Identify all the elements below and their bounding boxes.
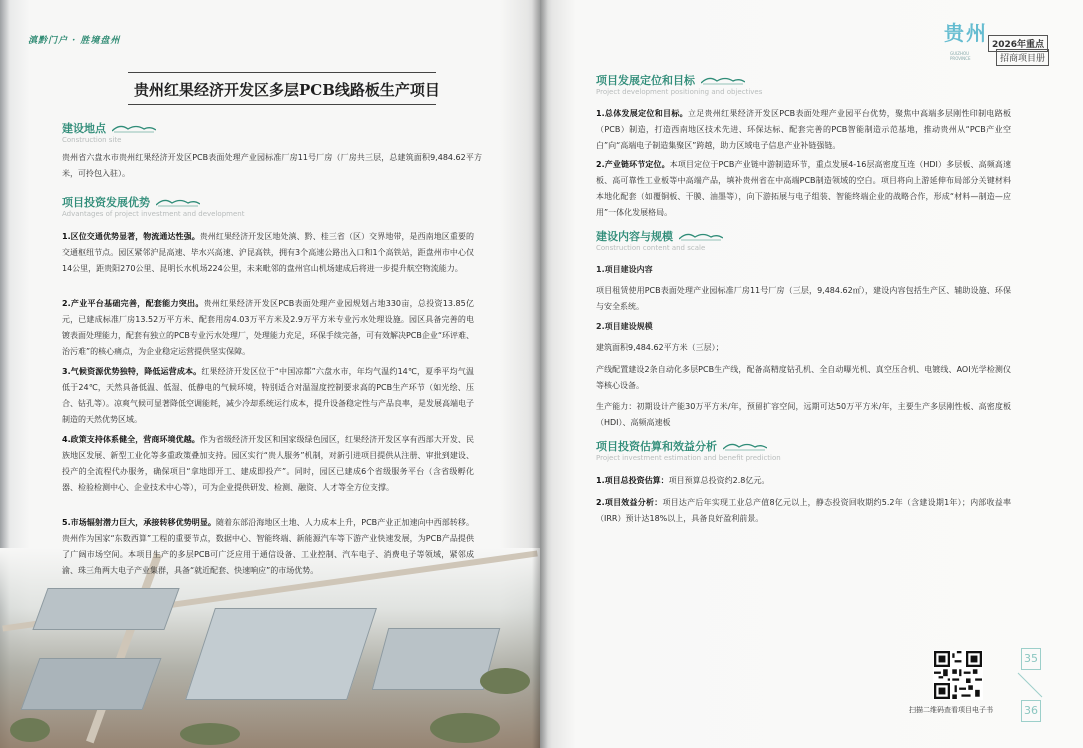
section-heading: 建设地点 (62, 122, 106, 135)
book-gutter (532, 0, 548, 748)
right-page (540, 0, 1083, 748)
construction-item-title: 1.项目建设内容 (596, 265, 653, 274)
construction-item-title: 2.项目建设规模 (596, 322, 653, 331)
advantage-item: 2.产业平台基础完善，配套能力突出。贵州红果经济开发区PCB表面处理产业园规划占地330亩，总投资13.85亿元，已建成标准厂房13.52万平方米、配套用房4.03万平方米及2.9万平方米专业污水处理设施。园区具备完善的电镀表面处理能力，配套有独立的PCB专业污水处理厂，处理能力充足，环保手续完备，可有效解决PCB企业“环评难、治污难”的核心痛点，为企业稳定运营提供坚实保障。 (62, 299, 474, 356)
logo-year: 2026年重点 (988, 35, 1048, 52)
section-heading: 项目投资发展优势 (62, 196, 150, 209)
construction-capacity-text: 生产能力：初期设计产能30万平方米/年，预留扩容空间，远期可达50万平方米/年，主要生产多层刚性板、高密度板（HDI）、高频高速板 (596, 402, 1011, 427)
mountain-wave-icon (156, 197, 200, 207)
positioning-item: 2.产业链环节定位。本项目定位于PCB产业链中游制造环节，重点发展4-16层高密度互连（HDI）多层板、高频高速板、高可靠性工业板等中高端产品，填补贵州省在中高端PCB制造领域的空白。项目将向上游延伸布局部分关键材料本地化配套（如覆铜板、干膜、油墨等），向下游拓展与电子组装、智能终端企业的战略合作，形成“材料—制造—应用”一体化发展格局。 (596, 160, 1011, 217)
mountain-wave-icon (112, 123, 156, 133)
location-text: 贵州省六盘水市贵州红果经济开发区PCB表面处理产业园标准厂房11号厂房（厂房共三层，总建筑面积9,484.62平方米，可拎包入驻）。 (62, 153, 482, 178)
page-number-right: 36 (1021, 700, 1041, 722)
left-page (0, 0, 540, 748)
page-divider-icon (1016, 672, 1044, 698)
construction-lines-text: 产线配置建设2条自动化多层PCB生产线，配备高精度钻孔机、全自动曝光机、真空压合机、电镀线、AOI光学检测仪等核心设备。 (596, 365, 1011, 390)
advantage-item: 4.政策支持体系健全，营商环境优越。作为省级经济开发区和国家级绿色园区，红果经济开发区享有西部大开发、民族地区发展、新型工业化等多重政策叠加支持。园区实行“贵人服务”机制，对新引进项目提供从注册、审批到建设、投产的全流程代办服务，确保项目“拿地即开工、建成即投产”。同时，园区已建成6个省级服务平台（含省级孵化器、检验检测中心、企业技术中心等），可为企业提供研发、检测、融资、人才等全方位支撑。 (62, 435, 474, 492)
section-subheading: Project development positioning and objectives (596, 88, 763, 96)
section-positioning (596, 72, 1036, 96)
section-subheading: Construction content and scale (596, 244, 706, 252)
section-construction (596, 228, 1036, 252)
section-heading: 项目发展定位和目标 (596, 74, 695, 87)
section-subheading: Construction site (62, 136, 122, 144)
page-title: 贵州红果经济开发区多层PCB线路板生产项目 (128, 72, 436, 105)
section-heading: 项目投资估算和效益分析 (596, 440, 717, 453)
section-subheading: Project investment estimation and benefit prediction (596, 454, 781, 462)
qr-code[interactable] (933, 650, 983, 700)
logo-mark: 贵州 (944, 21, 988, 45)
section-heading: 建设内容与规模 (596, 230, 673, 243)
section-investment (596, 438, 1036, 462)
mountain-wave-icon (701, 75, 745, 85)
logo-subtitle: 招商项目册 (996, 49, 1049, 66)
investment-item: 1.项目总投资估算：项目预算总投资约2.8亿元。 (596, 476, 770, 485)
mountain-wave-icon (679, 231, 723, 241)
construction-content-text: 项目租赁使用PCB表面处理产业园标准厂房11号厂房（三层，9,484.62㎡），建设内容包括生产区、辅助设施、环保与安全系统。 (596, 286, 1011, 311)
page-number-left: 35 (1021, 648, 1041, 670)
advantage-item: 1.区位交通优势显著，物流通达性强。贵州红果经济开发区地处滇、黔、桂三省（区）交界地带，是西南地区重要的交通枢纽节点。园区紧邻沪昆高速、毕水兴高速、沪昆高铁，拥有3个高速公路出入口和1个高铁站，距盘州市中心仅14公里，距贵阳270公里、昆明长水机场224公里，未来毗邻的盘州官山机场建成后将进一步提升航空物流能力。 (62, 232, 474, 273)
investment-item: 2.项目效益分析：项目达产后年实现工业总产值8亿元以上，静态投资回收期约5.2年（含建设期1年）；内部收益率（IRR）预计达18%以上，具备良好盈利前景。 (596, 498, 1011, 523)
section-advantages (62, 194, 482, 218)
section-subheading: Advantages of project investment and development (62, 210, 245, 218)
advantage-item: 5.市场辐射潜力巨大，承接转移优势明显。随着东部沿海地区土地、人力成本上升，PCB产业正加速向中西部转移。贵州作为国家“东数西算”工程的重要节点，数据中心、智能终端、新能源汽车等下游产业快速发展，为PCB产品提供了广阔市场空间。本项目生产的多层PCB可广泛应用于通信设备、工业控制、汽车电子、消费电子等领域，紧邻成渝、珠三角两大电子产业集群，具备“就近配套、快速响应”的市场优势。 (62, 518, 474, 575)
qr-caption: 扫描二维码查看项目电子书 (909, 706, 993, 714)
construction-area-text: 建筑面积9,484.62平方米（三层）； (596, 343, 724, 352)
mountain-wave-icon (723, 441, 767, 451)
brochure-logo (944, 17, 1054, 69)
advantage-item: 3.气候资源优势独特，降低运营成本。红果经济开发区位于“中国凉都”六盘水市，年均气温约14℃，夏季平均气温低于24℃，天然具备低温、低湿、低静电的气候环境，特别适合对温湿度控制要求高的PCB生产环节（如光绘、压合、钻孔等）。凉爽气候可显著降低空调能耗，减少冷却系统运行成本，提升设备稳定性与产品良率，是发展高端电子制造的天然优势区域。 (62, 367, 475, 424)
positioning-item: 1.总体发展定位和目标。立足贵州红果经济开发区PCB表面处理产业园平台优势，聚焦中高端多层刚性印制电路板（PCB）制造，打造西南地区技术先进、环保达标、配套完善的PCB智能制造示范基地，推动贵州从“PCB产业空白”向“高端电子制造集聚区”跨越，助力区域电子信息产业补链强链。 (596, 109, 1011, 150)
logo-caption: GUIZHOU PROVINCE (950, 51, 971, 61)
tagline: 滇黔门户 · 胜境盘州 (28, 36, 121, 46)
section-location (62, 120, 482, 144)
